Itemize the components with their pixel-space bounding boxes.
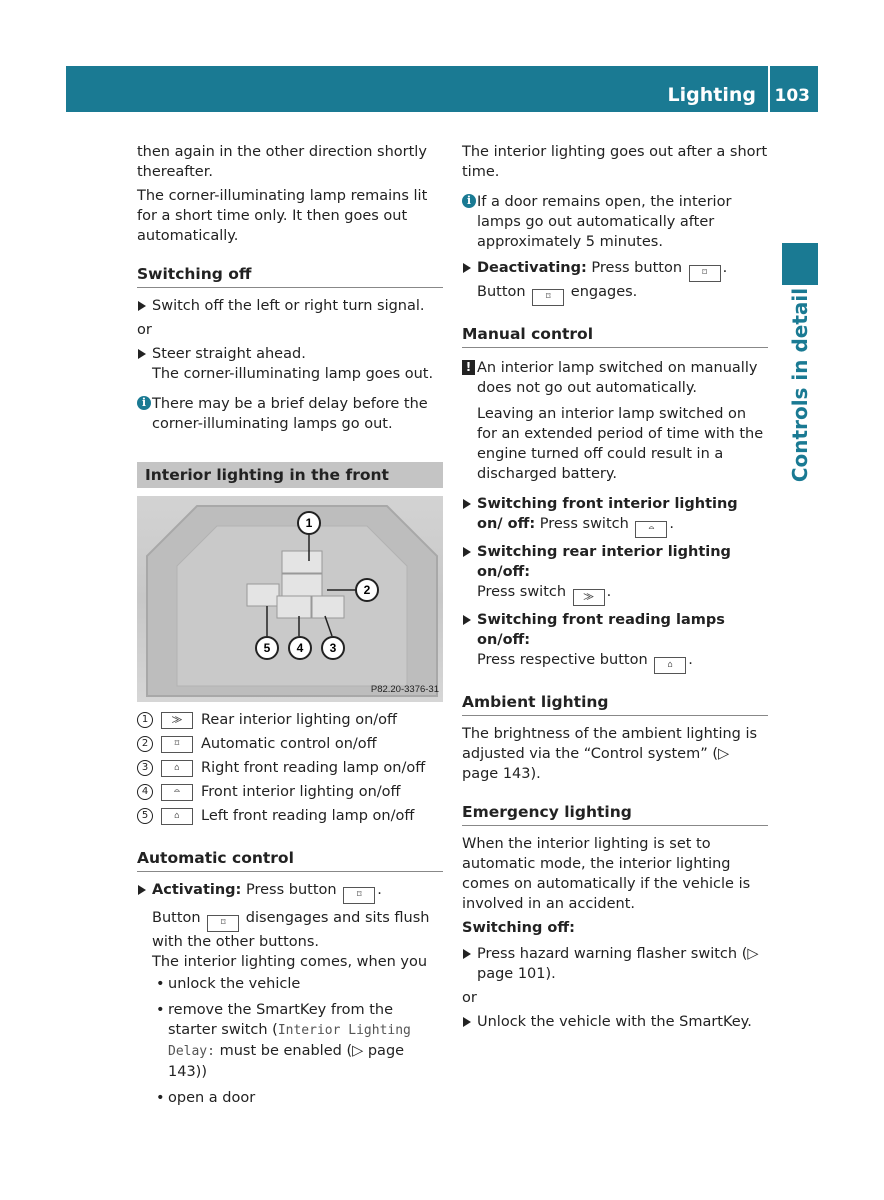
legend-item: 2 ⌑ Automatic control on/off	[137, 734, 443, 758]
automatic-control-icon: ⌑	[532, 289, 564, 306]
arrow-icon	[463, 949, 471, 959]
automatic-control-icon: ⌑	[689, 265, 721, 282]
step: Activating: Press button ⌑ .	[137, 880, 443, 904]
step: Unlock the vehicle with the SmartKey.	[462, 1012, 768, 1032]
warning-icon: !	[462, 360, 475, 375]
arrow-icon	[463, 547, 471, 557]
heading-interior-front: Interior lighting in the front	[137, 462, 443, 488]
side-tab-marker	[782, 243, 818, 285]
heading-emergency-lighting: Emergency lighting	[462, 802, 768, 826]
arrow-icon	[463, 615, 471, 625]
image-code: P82.20-3376-31	[370, 684, 439, 695]
arrow-icon	[138, 349, 146, 359]
step: Switching front reading lamps on/off: Press respective button ⌂ .	[462, 610, 768, 674]
legend-item: 1 ⨠ Rear interior lighting on/off	[137, 710, 443, 734]
or-text: or	[137, 322, 152, 338]
right-column	[462, 142, 768, 1036]
header-bar	[66, 66, 818, 112]
arrow-icon	[138, 885, 146, 895]
step: Press hazard warning flasher switch (▷ page 101).	[462, 944, 768, 984]
heading-manual-control: Manual control	[462, 324, 768, 348]
step: Switching rear interior lighting on/off: Press switch ⨠ .	[462, 542, 768, 606]
automatic-control-icon: ⌑	[161, 736, 193, 753]
rear-lighting-icon: ⨠	[573, 589, 605, 606]
legend-item: 4 ⌓ Front interior lighting on/off	[137, 782, 443, 806]
side-tab	[782, 287, 818, 483]
panel-illustration	[137, 496, 443, 702]
svg-text:2: 2	[363, 583, 371, 597]
info-note: i If a door remains open, the interior lamps go out automatically after approximately 5 minutes.	[462, 192, 768, 252]
header-divider	[768, 66, 770, 112]
reading-lamp-icon: ⌂	[161, 808, 193, 825]
side-tab-label: Controls in detail	[788, 287, 812, 483]
left-column	[137, 142, 443, 1114]
automatic-control-icon: ⌑	[343, 887, 375, 904]
legend-item: 5 ⌂ Left front reading lamp on/off	[137, 806, 443, 830]
arrow-icon	[463, 1017, 471, 1027]
paragraph: then again in the other direction shortly thereafter.	[137, 144, 427, 180]
info-icon: i	[462, 194, 476, 208]
info-note: i There may be a brief delay before the corner-illuminating lamps go out.	[137, 394, 443, 434]
svg-text:3: 3	[329, 641, 337, 655]
arrow-icon	[463, 263, 471, 273]
heading-automatic-control: Automatic control	[137, 848, 443, 872]
heading-ambient-lighting: Ambient lighting	[462, 692, 768, 716]
step: Steer straight ahead. The corner-illuminating lamp goes out.	[137, 344, 443, 384]
heading-switching-off: Switching off	[137, 264, 443, 288]
rear-lighting-icon: ⨠	[161, 712, 193, 729]
front-lighting-icon: ⌓	[161, 784, 193, 801]
step: Switch off the left or right turn signal.	[137, 296, 443, 316]
info-icon: i	[137, 396, 151, 410]
svg-text:5: 5	[263, 641, 271, 655]
subheading-switching-off: Switching off:	[462, 920, 575, 936]
paragraph: The interior lighting goes out after a short time.	[462, 144, 768, 180]
front-lighting-icon: ⌓	[635, 521, 667, 538]
paragraph: The brightness of the ambient lighting is adjusted via the “Control system” (▷ page 143).	[462, 726, 758, 782]
paragraph: Button ⌑ disengages and sits flush with the other buttons.	[152, 910, 430, 950]
or-text: or	[462, 990, 477, 1006]
step: Deactivating: Press button ⌑ . Button ⌑ engages.	[462, 258, 768, 306]
svg-text:1: 1	[305, 516, 313, 530]
list-item: • remove the SmartKey from the starter switch (Interior Lighting Delay: must be enabled (▷ page 143))	[152, 1000, 443, 1082]
warning-note: ! An interior lamp switched on manually does not go out automatically.	[462, 358, 768, 398]
paragraph: When the interior lighting is set to automatic mode, the interior lighting comes on automatically if the vehicle is involved in an accident.	[462, 836, 751, 912]
paragraph: The interior lighting comes, when you	[152, 954, 428, 970]
step: Switching front interior lighting on/ off: Press switch ⌓ .	[462, 494, 768, 538]
section-title: Lighting	[667, 84, 756, 106]
automatic-control-icon: ⌑	[207, 915, 239, 932]
overhead-control-panel-image	[137, 496, 443, 702]
svg-text:4: 4	[296, 641, 304, 655]
list-item: • open a door	[152, 1088, 443, 1108]
page-number: 103	[774, 86, 810, 106]
arrow-icon	[138, 301, 146, 311]
arrow-icon	[463, 499, 471, 509]
list-item: • unlock the vehicle	[152, 974, 443, 994]
bullet-list	[137, 974, 443, 1108]
paragraph: The corner-illuminating lamp remains lit for a short time only. It then goes out automatically.	[137, 188, 428, 244]
reading-lamp-icon: ⌂	[161, 760, 193, 777]
reading-lamp-icon: ⌂	[654, 657, 686, 674]
paragraph: Leaving an interior lamp switched on for an extended period of time with the engine turned off could result in a discharged battery.	[477, 406, 764, 482]
legend-item: 3 ⌂ Right front reading lamp on/off	[137, 758, 443, 782]
